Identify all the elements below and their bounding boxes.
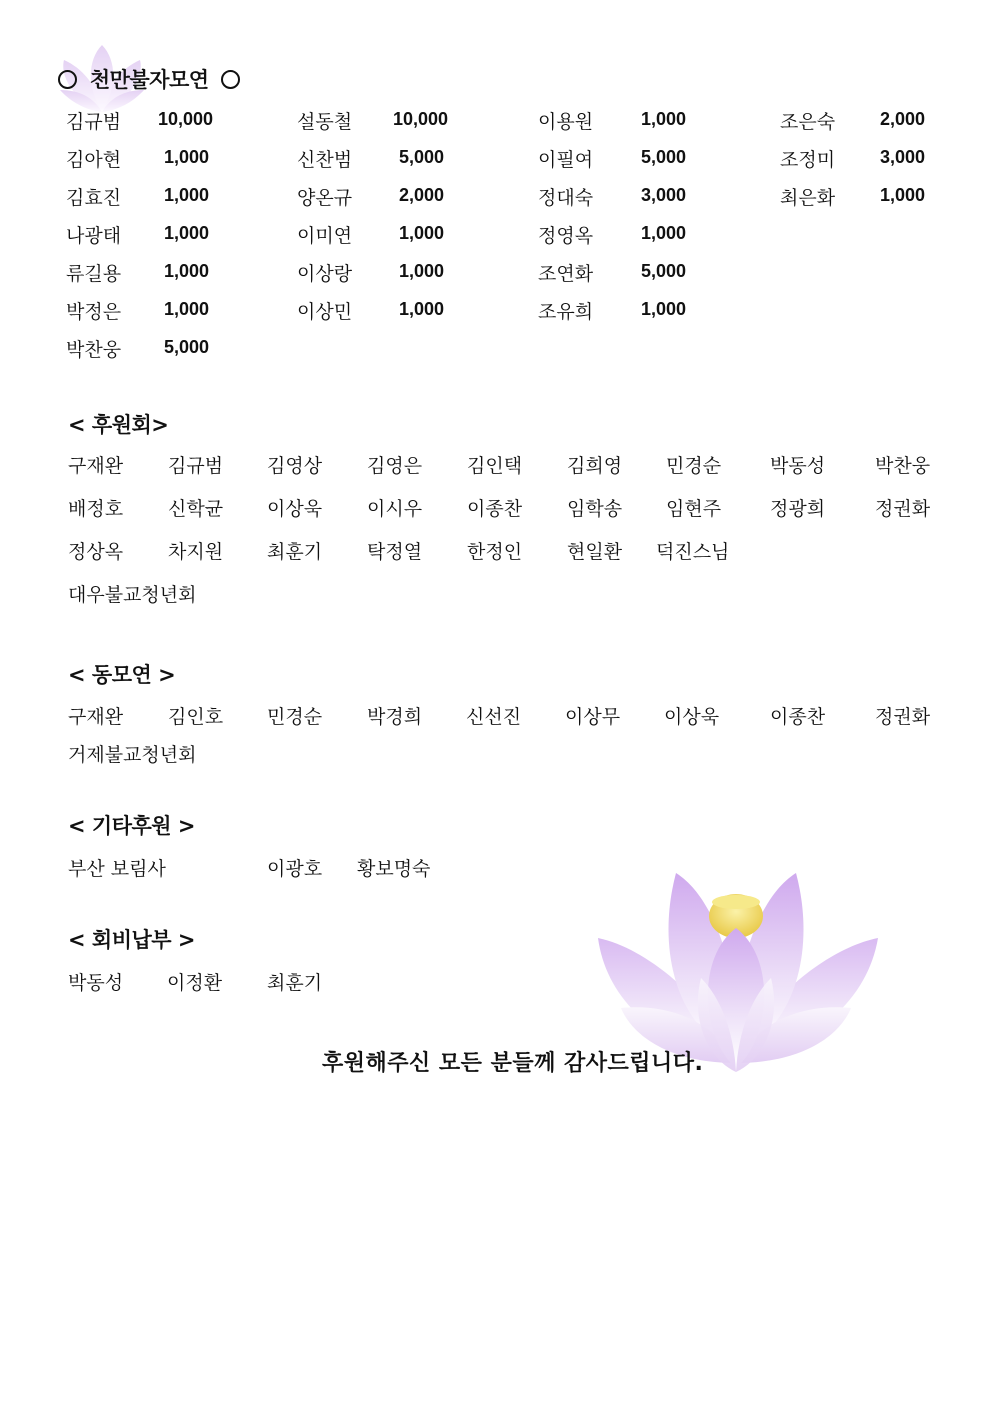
donation-amount: 1,000 [880,185,926,205]
supporter-name: 정권화 [875,498,931,520]
donation-amount: 5,000 [641,147,687,167]
section-title: 천만불자모연 [89,68,209,92]
donation-amount: 5,000 [164,337,210,357]
lotus-flower-image [596,858,880,1076]
donor-name: 조은숙 [780,111,836,133]
member-name: 민경순 [267,706,323,728]
supporter-name: 박동성 [770,455,826,477]
donation-amount: 1,000 [399,223,445,243]
section-heading-cheonman [58,64,240,94]
donor-name: 최은화 [780,187,836,209]
supporter-name: 탁정열 [367,541,423,563]
donation-amount: 1,000 [399,299,445,319]
member-name: 박경희 [367,706,423,728]
member-name: 신선진 [466,706,522,728]
supporter-name: 정광희 [770,498,826,520]
donation-amount: 1,000 [164,261,210,281]
donation-amount: 5,000 [399,147,445,167]
closing-message: 후원해주신 모든 분들께 감사드립니다. [322,1051,704,1076]
donation-amount: 3,000 [641,185,687,205]
donation-amount: 1,000 [641,109,687,129]
member-name: 구재완 [68,706,124,728]
section-heading-huwonhoe: < 후원회> [68,413,169,437]
donor-name: 이용원 [538,111,594,133]
supporter-name: 김희영 [567,455,623,477]
list-item: 부산 보림사 [68,858,166,880]
donor-name: 류길용 [66,263,122,285]
donation-amount: 1,000 [164,185,210,205]
supporter-name: 차지원 [168,541,224,563]
supporter-name: 이종찬 [467,498,523,520]
member-name: 거제불교청년회 [68,744,197,766]
supporter-name: 민경순 [666,455,722,477]
donor-name: 조정미 [780,149,836,171]
donation-amount: 1,000 [641,299,687,319]
supporter-name: 최훈기 [267,541,323,563]
donor-name: 양온규 [297,187,353,209]
donation-amount: 1,000 [641,223,687,243]
supporter-name: 박찬웅 [875,455,931,477]
donor-name: 김효진 [66,187,122,209]
supporter-name: 덕진스님 [656,541,730,563]
donor-name: 박찬웅 [66,339,122,361]
member-name: 이상욱 [664,706,720,728]
member-name: 이종찬 [770,706,826,728]
supporter-name: 배정호 [68,498,124,520]
donor-name: 설동철 [297,111,353,133]
donation-amount: 2,000 [880,109,926,129]
donor-name: 조유희 [538,301,594,323]
supporter-name: 김영은 [367,455,423,477]
member-name: 정권화 [875,706,931,728]
donor-name: 나광태 [66,225,122,247]
donor-name: 신찬범 [297,149,353,171]
donor-name: 이필여 [538,149,594,171]
donation-amount: 5,000 [641,261,687,281]
donation-amount: 3,000 [880,147,926,167]
supporter-name: 김인택 [467,455,523,477]
supporter-name: 임학송 [567,498,623,520]
donation-amount: 1,000 [164,223,210,243]
supporter-name: 현일환 [567,541,623,563]
donation-amount: 1,000 [164,147,210,167]
supporter-name: 한정인 [467,541,523,563]
section-heading-membership-fee: < 회비납부 > [68,928,195,952]
donor-name: 김규범 [66,111,122,133]
list-item: 이광호 [267,858,323,880]
donor-name: 이상민 [297,301,353,323]
supporter-name: 신학균 [168,498,224,520]
donation-amount: 10,000 [393,109,449,129]
donor-name: 이미연 [297,225,353,247]
circle-bullet-icon [58,70,77,89]
list-item: 황보명숙 [357,858,431,880]
list-item: 최훈기 [267,972,323,994]
supporter-name: 정상옥 [68,541,124,563]
member-name: 김인호 [168,706,224,728]
donor-name: 정영옥 [538,225,594,247]
donor-name: 박정은 [66,301,122,323]
supporter-name: 김규범 [168,455,224,477]
section-heading-other-support: < 기타후원 > [68,814,195,838]
supporter-name: 이시우 [367,498,423,520]
donation-amount: 1,000 [164,299,210,319]
list-item: 이정환 [167,972,223,994]
list-item: 박동성 [68,972,124,994]
donation-amount: 2,000 [399,185,445,205]
donor-name: 조연화 [538,263,594,285]
circle-bullet-icon [221,70,240,89]
supporter-name: 김영상 [267,455,323,477]
donor-name: 김아현 [66,149,122,171]
supporter-name: 이상욱 [267,498,323,520]
donor-name: 이상랑 [297,263,353,285]
donation-amount: 10,000 [158,109,214,129]
supporter-name: 구재완 [68,455,124,477]
donor-name: 정대숙 [538,187,594,209]
supporter-name: 임현주 [666,498,722,520]
section-heading-dongmoyeon: < 동모연 > [68,663,176,687]
supporter-name: 대우불교청년회 [68,584,197,606]
donation-amount: 1,000 [399,261,445,281]
member-name: 이상무 [565,706,621,728]
